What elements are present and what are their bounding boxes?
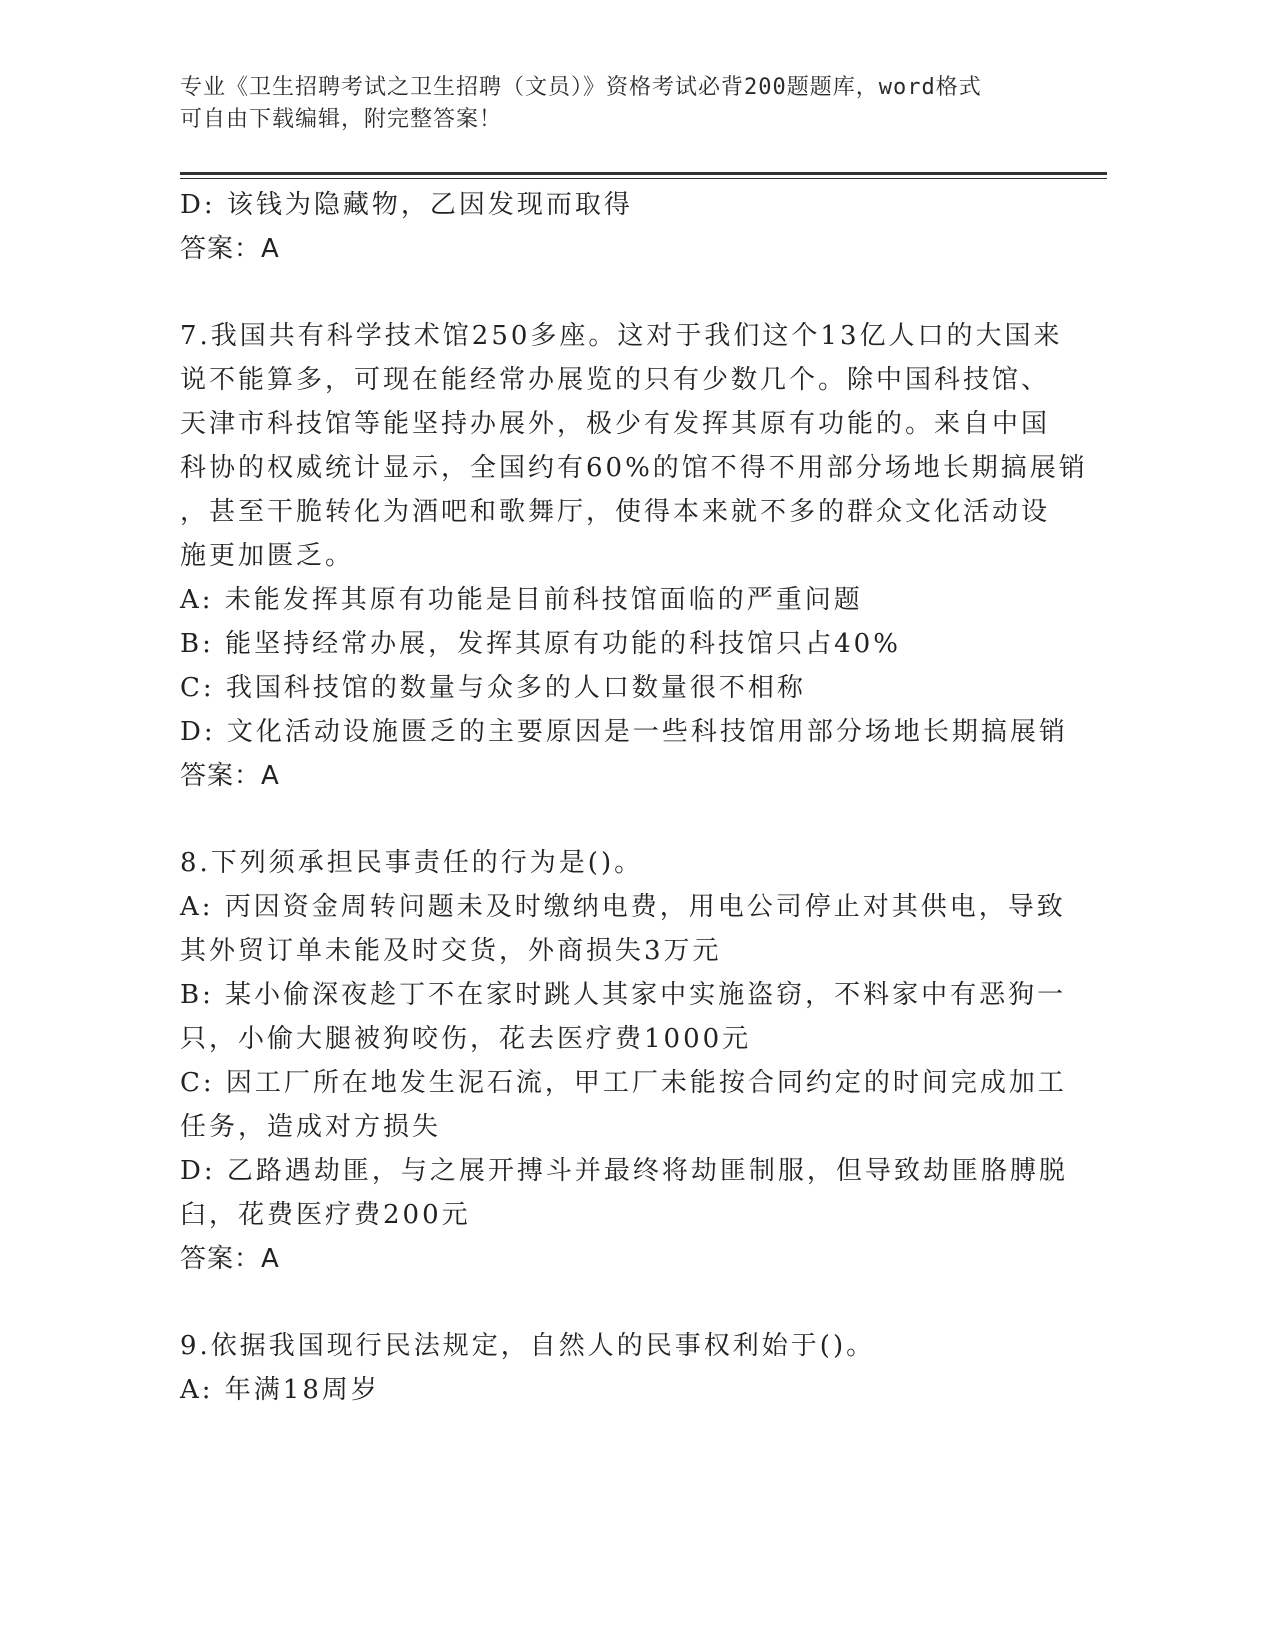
question-8 [180,841,1068,1281]
question-7-stem-line: 7.我国共有科学技术馆250多座。这对于我们这个13亿人口的大国来 [180,321,1063,351]
prev-question-answer: 答案：A [180,234,280,264]
question-7-stem-line: 天津市科技馆等能坚持办展外，极少有发挥其原有功能的。来自中国 [180,409,1051,439]
header-divider-thick [180,172,1107,175]
prev-question-option-d: D: 该钱为隐藏物，乙因发现而取得 [180,190,633,220]
document-header [180,72,1060,136]
question-8-option-d: D: 乙路遇劫匪，与之展开搏斗并最终将劫匪制服，但导致劫匪胳膊脱 [180,1156,1068,1186]
question-8-stem-line: 8.下列须承担民事责任的行为是()。 [180,848,644,878]
question-7-option-a: A: 未能发挥其原有功能是目前科技馆面临的严重问题 [180,585,863,615]
header-divider-thin [180,178,1107,179]
question-8-option-b-cont: 只，小偷大腿被狗咬伤，花去医疗费1000元 [180,1024,752,1054]
question-8-option-a: A: 丙因资金周转问题未及时缴纳电费，用电公司停止对其供电，导致 [180,892,1066,922]
question-7 [180,314,1088,798]
question-7-answer: 答案：A [180,761,280,791]
question-7-stem-line: 说不能算多，可现在能经常办展览的只有少数几个。除中国科技馆、 [180,365,1051,395]
question-7-stem-line: 科协的权威统计显示，全国约有60%的馆不得不用部分场地长期搞展销 [180,453,1088,483]
question-spacer [180,1281,1060,1324]
question-7-stem-line: 施更加匮乏。 [180,541,355,571]
question-7-stem-line: ，甚至干脆转化为酒吧和歌舞厅，使得本来就不多的群众文化活动设 [180,497,1051,527]
question-spacer [180,798,1060,841]
header-title-line-1: 专业《卫生招聘考试之卫生招聘（文员）》资格考试必背200题题库，word格式 [180,75,982,100]
question-content [180,183,1088,1412]
question-8-option-a-cont: 其外贸订单未能及时交货，外商损失3万元 [180,936,722,966]
header-title-line-2: 可自由下载编辑，附完整答案！ [180,107,503,132]
question-9 [180,1324,1060,1412]
question-spacer [180,271,1060,314]
question-7-option-d: D: 文化活动设施匮乏的主要原因是一些科技馆用部分场地长期搞展销 [180,717,1068,747]
question-9-option-a: A: 年满18周岁 [180,1375,380,1405]
question-9-stem-line: 9.依据我国现行民法规定，自然人的民事权利始于()。 [180,1331,876,1361]
question-8-option-c-cont: 任务，造成对方损失 [180,1112,442,1142]
question-7-option-c: C: 我国科技馆的数量与众多的人口数量很不相称 [180,673,806,703]
question-7-option-b: B: 能坚持经常办展，发挥其原有功能的科技馆只占40% [180,629,901,659]
question-8-option-b: B: 某小偷深夜趁丁不在家时跳人其家中实施盗窃，不料家中有恶狗一 [180,980,1067,1010]
question-8-option-d-cont: 臼，花费医疗费200元 [180,1200,471,1230]
question-8-option-c: C: 因工厂所在地发生泥石流，甲工厂未能按合同约定的时间完成加工 [180,1068,1067,1098]
question-8-answer: 答案：A [180,1244,280,1274]
